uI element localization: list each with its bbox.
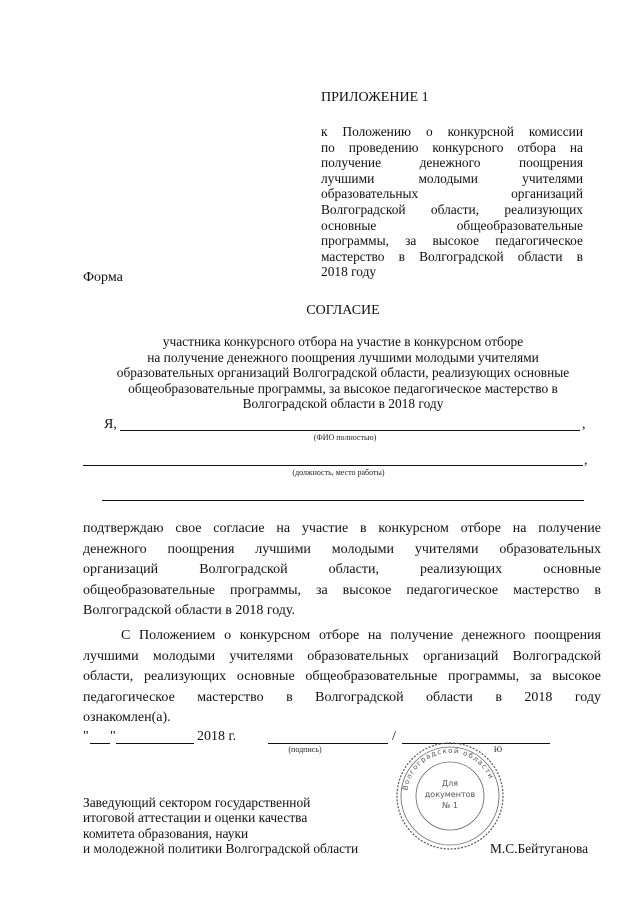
date-quote-open: " xyxy=(83,729,89,744)
appendix-line: основные общеобразовательные xyxy=(321,217,583,233)
consent-paragraph xyxy=(83,519,601,622)
appendix-line: по проведению конкурсного отбора на xyxy=(321,139,583,155)
paragraph-line: денежного поощрения лучшими молодыми учителями образовательных xyxy=(83,541,601,557)
paragraph-line: общеобразовательные программы, за высокое педагогическое мастерство в xyxy=(83,582,601,598)
subtitle-line: общеобразовательные программы, за высокое педагогическое мастерство в xyxy=(128,380,558,396)
appendix-line: образовательных организаций xyxy=(321,186,583,202)
subtitle-line: Волгоградской области в 2018 году xyxy=(242,396,444,412)
paragraph-line: С Положением о конкурсном отборе на получение денежного поощрения xyxy=(121,628,601,643)
date-year: 2018 г. xyxy=(197,729,237,744)
signatory-line: и молодежной политики Волгоградской области xyxy=(83,841,359,857)
signature-caption: (подпись) xyxy=(288,745,322,754)
subtitle-line: участника конкурсного отбора на участие в конкурсном отборе xyxy=(162,334,524,349)
signatory-block xyxy=(83,795,358,857)
stamp-line: документов xyxy=(424,790,476,799)
stamp-ring-text: Волгоградской области xyxy=(401,746,496,791)
appendix-line: получение денежного поощрения xyxy=(321,155,583,171)
acknowledgement-paragraph xyxy=(83,626,601,729)
appendix-line: к Положению о конкурсной комиссии xyxy=(321,124,583,139)
fio-field-line[interactable] xyxy=(120,430,580,431)
paragraph-line: Волгоградской области в 2018 году. xyxy=(83,603,296,619)
signature-field-line[interactable] xyxy=(268,743,388,744)
stamp-line: № 1 xyxy=(442,801,458,810)
extra-field-line[interactable] xyxy=(102,500,584,501)
position-field-line[interactable] xyxy=(83,465,583,466)
signatory-line: Заведующий сектором государственной xyxy=(83,795,311,810)
appendix-line: мастерство в Волгоградской области в xyxy=(321,248,583,264)
appendix-reference xyxy=(321,124,583,280)
name-caption: Ю xyxy=(493,745,503,754)
ya-label: Я, xyxy=(104,417,117,432)
consent-title: СОГЛАСИЕ xyxy=(306,303,380,318)
appendix-line: программы, за высокое педагогическое xyxy=(321,233,583,249)
subtitle-line: на получение денежного поощрения лучшими молодыми учителями xyxy=(147,349,539,365)
position-comma: , xyxy=(584,453,588,468)
appendix-line: 2018 году xyxy=(321,264,377,280)
signatory-name: М.С.Бейтуганова xyxy=(490,841,589,856)
official-stamp xyxy=(394,740,506,852)
day-field-line[interactable] xyxy=(90,743,110,744)
paragraph-line: педагогическое мастерство в Волгоградской области в 2018 году xyxy=(83,689,601,705)
fio-comma: , xyxy=(582,417,586,432)
paragraph-line: ознакомлен(а). xyxy=(83,710,171,726)
appendix-line: Волгоградской области, реализующих xyxy=(321,201,583,217)
fio-caption: (ФИО полностью) xyxy=(313,433,377,442)
appendix-title: ПРИЛОЖЕНИЕ 1 xyxy=(321,90,429,105)
signatory-line: итоговой аттестации и оценки качества xyxy=(83,810,308,826)
paragraph-line: лучшими молодыми учителями образовательных организаций Волгоградской xyxy=(83,648,601,664)
paragraph-line: подтверждаю свое согласие на участие в конкурсном отборе на получение xyxy=(83,521,601,536)
subtitle-line: образовательных организаций Волгоградской области, реализующих основные xyxy=(116,365,570,381)
position-caption: (должность, место работы) xyxy=(292,468,385,477)
date-slash: / xyxy=(392,729,396,744)
form-label: Форма xyxy=(83,270,123,285)
paragraph-line: области, реализующих основные общеобразовательные программы, за высокое xyxy=(83,669,601,685)
signatory-line: комитета образования, науки xyxy=(83,825,249,841)
consent-subtitle xyxy=(83,334,603,412)
paragraph-line: организаций Волгоградской области, реализующих основные xyxy=(83,562,601,578)
stamp-line: Для xyxy=(441,779,459,788)
month-field-line[interactable] xyxy=(116,743,194,744)
date-quote-close: " xyxy=(110,729,116,744)
appendix-line: лучшими молодыми учителями xyxy=(321,170,583,186)
